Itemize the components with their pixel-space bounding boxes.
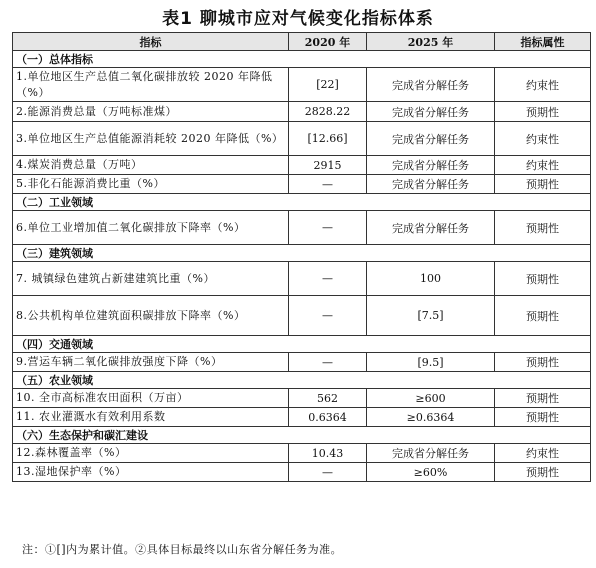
table-row (13, 102, 591, 122)
attribute-cell: 约束性 (495, 122, 591, 156)
indicator-table (12, 32, 591, 482)
table-row (13, 156, 591, 175)
section-label: （六）生态保护和碳汇建设 (13, 427, 591, 444)
table-row (13, 262, 591, 296)
table-row (13, 211, 591, 245)
value-2020-cell: 2915 (289, 156, 367, 175)
value-2025-cell: 完成省分解任务 (367, 102, 495, 122)
value-2020-cell: — (289, 211, 367, 245)
section-row (13, 194, 591, 211)
value-2020-cell: 2828.22 (289, 102, 367, 122)
section-row (13, 51, 591, 68)
attribute-cell: 约束性 (495, 156, 591, 175)
attribute-cell: 预期性 (495, 211, 591, 245)
value-2020-cell: — (289, 296, 367, 336)
indicator-cell: 2.能源消费总量（万吨标准煤） (13, 102, 289, 122)
indicator-cell: 9.营运车辆二氧化碳排放强度下降（%） (13, 353, 289, 372)
indicator-cell: 5.非化石能源消费比重（%） (13, 175, 289, 194)
value-2025-cell: [9.5] (367, 353, 495, 372)
table-row (13, 444, 591, 463)
table-row (13, 389, 591, 408)
section-label: （一）总体指标 (13, 51, 591, 68)
indicator-cell: 10. 全市高标准农田面积（万亩） (13, 389, 289, 408)
attribute-cell: 约束性 (495, 444, 591, 463)
table-row (13, 463, 591, 482)
header-2025: 2025 年 (367, 33, 495, 51)
value-2020-cell: 562 (289, 389, 367, 408)
value-2020-cell: — (289, 353, 367, 372)
indicator-cell: 12.森林覆盖率（%） (13, 444, 289, 463)
value-2025-cell: ≥0.6364 (367, 408, 495, 427)
section-row (13, 336, 591, 353)
value-2025-cell: 完成省分解任务 (367, 175, 495, 194)
value-2025-cell: ≥60% (367, 463, 495, 482)
value-2020-cell: 10.43 (289, 444, 367, 463)
indicator-cell: 3.单位地区生产总值能源消耗较 2020 年降低（%） (13, 122, 289, 156)
value-2025-cell: ≥600 (367, 389, 495, 408)
indicator-cell: 1.单位地区生产总值二氧化碳排放较 2020 年降低（%） (13, 68, 289, 102)
attribute-cell: 预期性 (495, 296, 591, 336)
section-label: （二）工业领域 (13, 194, 591, 211)
value-2020-cell: [22] (289, 68, 367, 102)
table-title: 表1 聊城市应对气候变化指标体系 (162, 9, 434, 29)
section-label: （四）交通领域 (13, 336, 591, 353)
attribute-cell: 预期性 (495, 389, 591, 408)
indicator-cell: 6.单位工业增加值二氧化碳排放下降率（%） (13, 211, 289, 245)
value-2020-cell: — (289, 175, 367, 194)
section-row (13, 245, 591, 262)
attribute-cell: 预期性 (495, 262, 591, 296)
attribute-cell: 约束性 (495, 68, 591, 102)
table-row (13, 175, 591, 194)
value-2020-cell: — (289, 262, 367, 296)
table-row (13, 353, 591, 372)
indicator-cell: 11. 农业灌溉水有效利用系数 (13, 408, 289, 427)
attribute-cell: 预期性 (495, 102, 591, 122)
table-row (13, 296, 591, 336)
value-2025-cell: 完成省分解任务 (367, 122, 495, 156)
indicator-cell: 8.公共机构单位建筑面积碳排放下降率（%） (13, 296, 289, 336)
table-row (13, 408, 591, 427)
header-attribute: 指标属性 (495, 33, 591, 51)
value-2025-cell: 100 (367, 262, 495, 296)
value-2020-cell: 0.6364 (289, 408, 367, 427)
section-row (13, 427, 591, 444)
value-2025-cell: 完成省分解任务 (367, 156, 495, 175)
attribute-cell: 预期性 (495, 408, 591, 427)
attribute-cell: 预期性 (495, 463, 591, 482)
attribute-cell: 预期性 (495, 353, 591, 372)
value-2025-cell: 完成省分解任务 (367, 68, 495, 102)
table-row (13, 68, 591, 102)
header-indicator: 指标 (13, 33, 289, 51)
value-2025-cell: 完成省分解任务 (367, 444, 495, 463)
indicator-cell: 7. 城镇绿色建筑占新建建筑比重（%） (13, 262, 289, 296)
attribute-cell: 预期性 (495, 175, 591, 194)
section-label: （五）农业领域 (13, 372, 591, 389)
section-row (13, 372, 591, 389)
header-row (13, 33, 591, 51)
value-2025-cell: [7.5] (367, 296, 495, 336)
value-2020-cell: [12.66] (289, 122, 367, 156)
value-2020-cell: — (289, 463, 367, 482)
value-2025-cell: 完成省分解任务 (367, 211, 495, 245)
section-label: （三）建筑领域 (13, 245, 591, 262)
header-2020: 2020 年 (289, 33, 367, 51)
indicator-cell: 4.煤炭消费总量（万吨） (13, 156, 289, 175)
table-row (13, 122, 591, 156)
table-note: 注：①[]内为累计值。②具体目标最终以山东省分解任务为准。 (22, 543, 343, 556)
indicator-cell: 13.湿地保护率（%） (13, 463, 289, 482)
